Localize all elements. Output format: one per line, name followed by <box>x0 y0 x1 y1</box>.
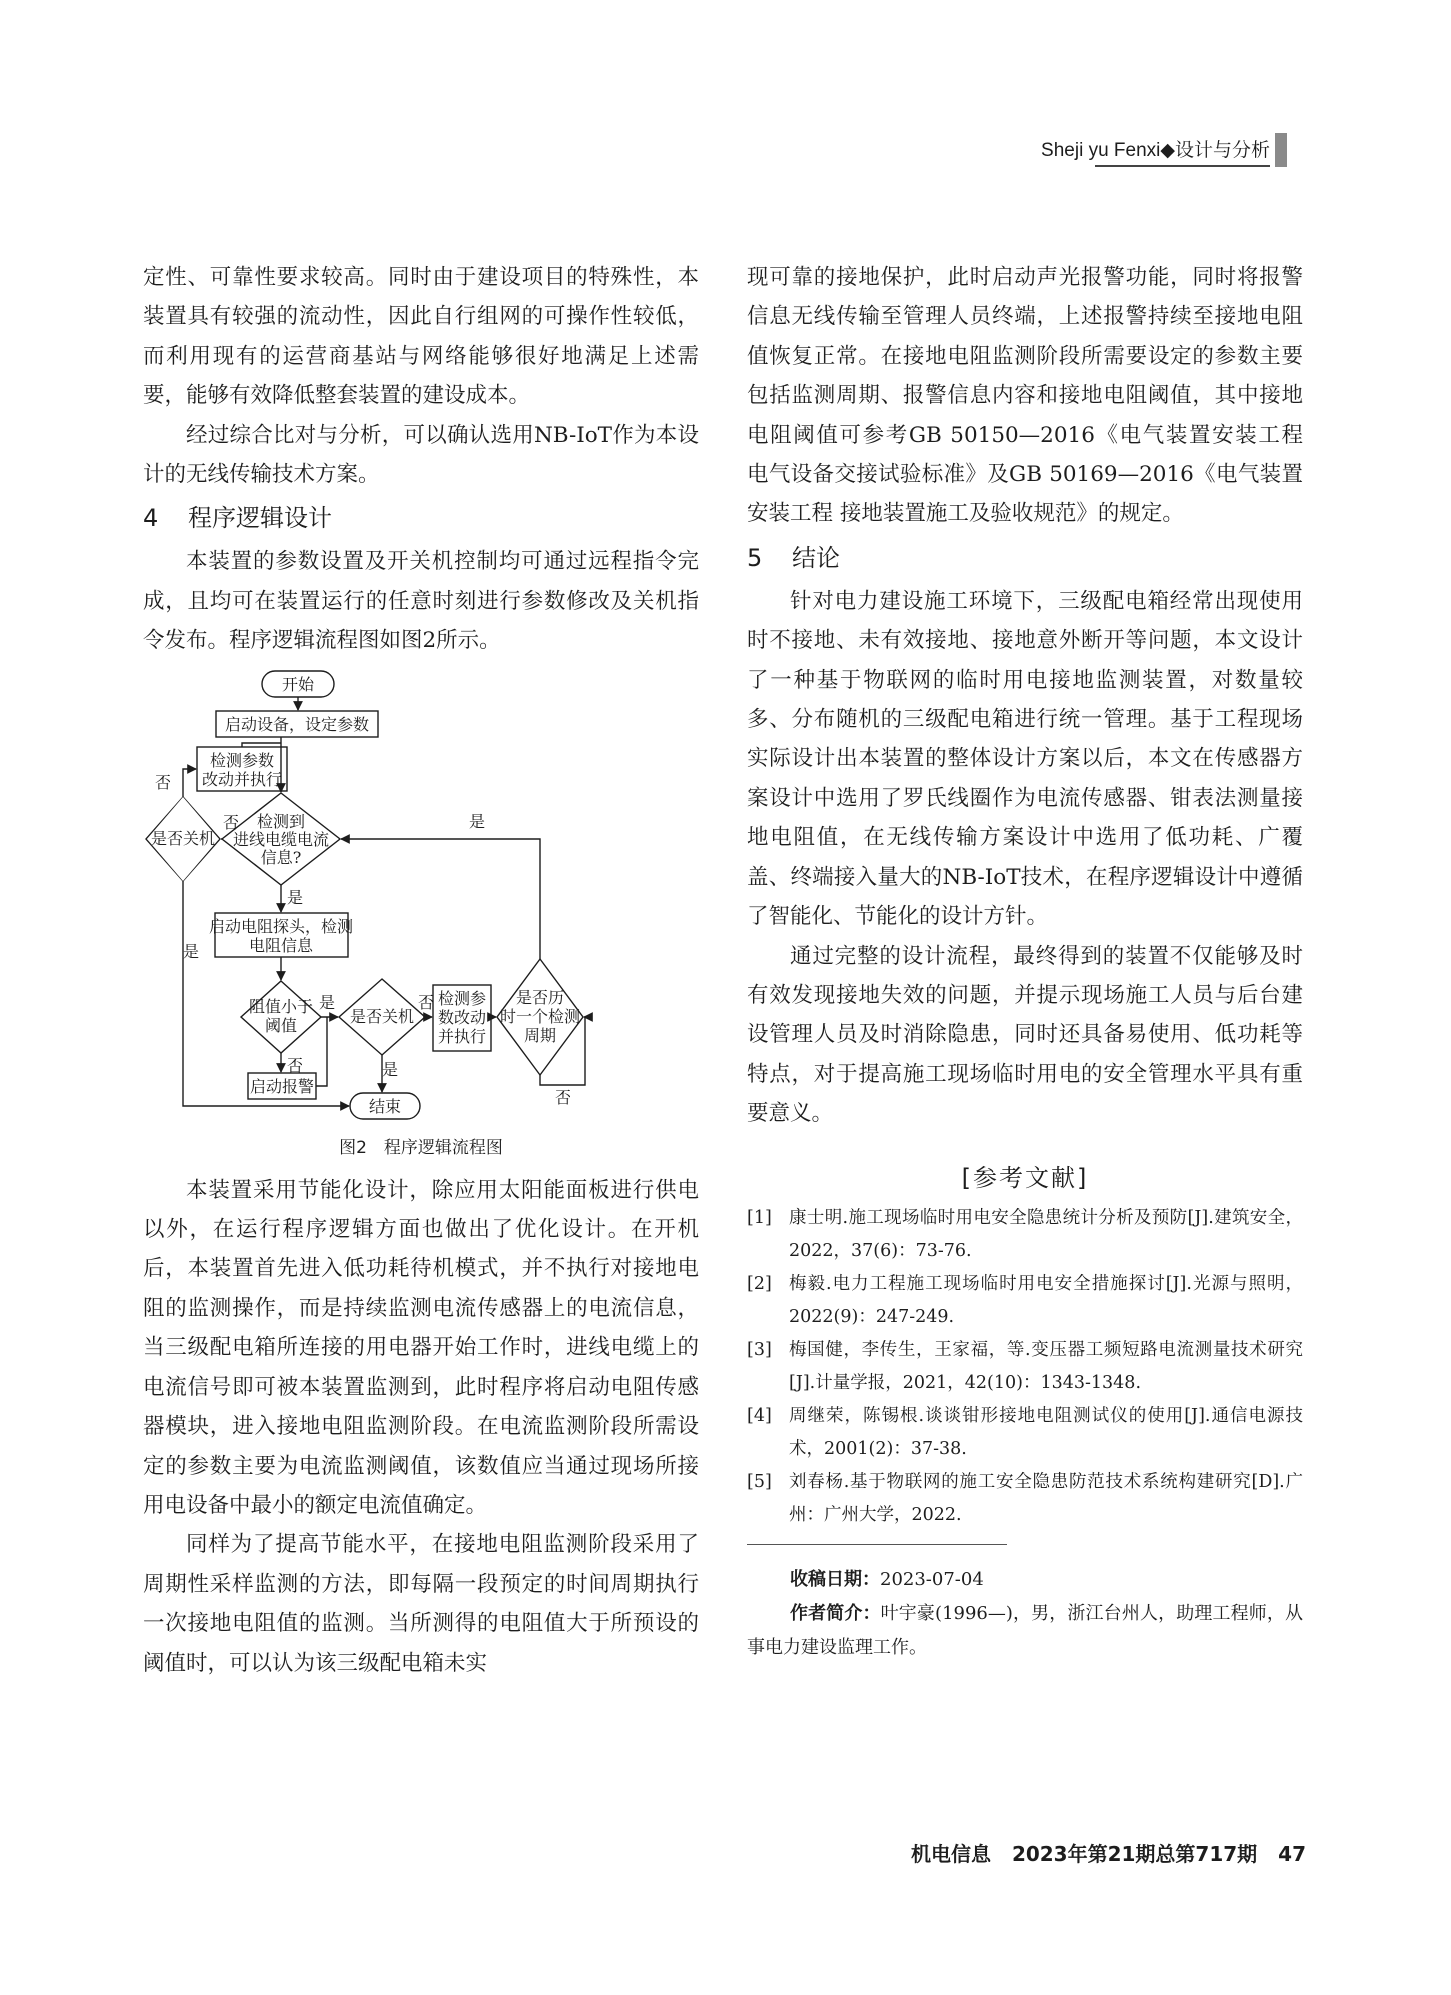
end-label: 结束 <box>368 1096 402 1116</box>
reference-number: [1] <box>747 1207 772 1228</box>
init-label: 启动设备，设定参数 <box>224 714 370 734</box>
figure-caption: 图2 程序逻辑流程图 <box>339 1137 503 1158</box>
running-title: Sheji yu Fenxi◆设计与分析 <box>1041 140 1270 161</box>
threshold-label: 阈值 <box>264 1015 298 1035</box>
current-label: 检测到 <box>256 811 306 831</box>
reference-item <box>747 1334 1303 1400</box>
modify-top-label: 检测参数 <box>209 750 275 770</box>
header-bar <box>1275 133 1287 167</box>
paragraph: 针对电力建设施工环境下，三级配电箱经常出现使用时不接地、未有效接地、接地意外断开等问题，本文设计了一种基于物联网的临时用电接地监测装置，对数量较多、分布随机的三级配电箱进行统一管理。基于工程现场实际设计出本装置的整体设计方案以后，本文在传感器方案设计中选用了罗氏线圈作为电流传感器、钳表法测量接地电阻值，在无线传输方案设计中选用了低功耗、广覆盖、终端接入量大的NB-IoT技术，在程序逻辑设计中遵循了智能化、节能化的设计方针。 <box>747 588 1303 930</box>
section-title: 程序逻辑设计 <box>188 504 332 533</box>
reference-item <box>747 1400 1303 1466</box>
probe-label: 启动电阻探头，检测 <box>208 916 354 936</box>
left-column <box>143 258 699 1683</box>
author-value: 叶宇豪(1996—)，男，浙江台州人，助理工程师，从事电力建设监理工作。 <box>747 1603 1303 1659</box>
alarm-label: 启动报警 <box>249 1076 315 1096</box>
flow-connector <box>341 839 540 959</box>
reference-text: 周继荣，陈锡根.谈谈钳形接地电阻测试仪的使用[J].通信电源技术，2001(2)：37-38. <box>789 1405 1303 1459</box>
reference-text: 梅毅.电力工程施工现场临时用电安全措施探讨[J].光源与照明，2022(9)：247-249. <box>789 1273 1303 1327</box>
reference-number: [3] <box>747 1339 772 1360</box>
issue-info: 2023年第21期总第717期 <box>1011 1842 1258 1866</box>
flow-connector <box>316 1017 327 1086</box>
no-label: 否 <box>417 992 435 1012</box>
period-label: 是否历 <box>515 987 565 1007</box>
reference-text: 梅国健，李传生，王家福，等.变压器工频短路电流测量技术研究[J].计量学报，2021，42(10)：1343-1348. <box>789 1339 1303 1393</box>
received-date <box>747 1563 1303 1597</box>
footnote-divider <box>747 1544 1007 1546</box>
flow-connector <box>183 769 196 797</box>
flowchart <box>143 661 699 1131</box>
reference-item <box>747 1268 1303 1334</box>
reference-number: [4] <box>747 1405 772 1426</box>
section-heading <box>143 494 699 542</box>
paragraph: 本装置的参数设置及开关机控制均可通过远程指令完成，且均可在装置运行的任意时刻进行参数修改及关机指令发布。程序逻辑流程图如图2所示。 <box>143 549 699 654</box>
received-value: 2023-07-04 <box>880 1569 984 1591</box>
section-number: 4 <box>143 504 159 533</box>
no-label: 否 <box>154 772 172 792</box>
modify-mid-label: 检测参 <box>437 988 487 1008</box>
page-footer <box>897 1838 1306 1867</box>
author-label: 作者简介： <box>790 1603 881 1625</box>
no-label: 否 <box>286 1055 304 1075</box>
reference-number: [2] <box>747 1273 772 1294</box>
section-heading <box>747 534 1303 582</box>
reference-list <box>747 1202 1303 1532</box>
page-number: 47 <box>1278 1842 1306 1866</box>
paragraph: 通过完整的设计流程，最终得到的装置不仅能够及时有效发现接地失效的问题，并提示现场施工人员与后台建设管理人员及时消除隐患，同时还具备易使用、低功耗等特点，对于提高施工现场临时用电的安全管理水平具有重要意义。 <box>747 943 1303 1127</box>
section-title: 结论 <box>792 543 840 572</box>
paragraph: 定性、可靠性要求较高。同时由于建设项目的特殊性，本装置具有较强的流动性，因此自行组网的可操作性较低，而利用现有的运营商基站与网络能够很好地满足上述需要，能够有效降低整套装置的建设成本。 <box>143 265 699 409</box>
received-label: 收稿日期： <box>790 1569 880 1591</box>
yes-label: 是 <box>381 1059 399 1079</box>
current-label: 进线电缆电流 <box>232 829 330 849</box>
yes-label: 是 <box>318 992 336 1012</box>
header-rule <box>1095 165 1270 167</box>
reference-text: 刘春杨.基于物联网的施工安全隐患防范技术系统构建研究[D].广州：广州大学，2022. <box>789 1471 1303 1525</box>
author-bio <box>747 1597 1303 1665</box>
flowchart-figure <box>143 661 699 1171</box>
threshold-label: 阻值小于 <box>248 996 314 1016</box>
no-label: 否 <box>222 812 240 832</box>
reference-text: 康士明.施工现场临时用电安全隐患统计分析及预防[J].建筑安全，2022，37(6)：73-76. <box>789 1207 1303 1261</box>
shutdown-mid-label: 是否关机 <box>349 1006 415 1026</box>
paragraph: 经过综合比对与分析，可以确认选用NB-IoT作为本设计的无线传输技术方案。 <box>143 422 699 488</box>
paragraph: 同样为了提高节能水平，在接地电阻监测阶段采用了周期性采样监测的方法，即每隔一段预定的时间周期执行一次接地电阻值的监测。当所测得的电阻值大于所预设的阈值时，可以认为该三级配电箱未实 <box>143 1532 699 1676</box>
right-column <box>747 258 1303 1665</box>
reference-number: [5] <box>747 1471 772 1492</box>
paragraph: 现可靠的接地保护，此时启动声光报警功能，同时将报警信息无线传输至管理人员终端，上述报警持续至接地电阻值恢复正常。在接地电阻监测阶段所需要设定的参数主要包括监测周期、报警信息内容和接地电阻阈值，其中接地电阻阈值可参考GB 50150—2016《电气装置安装工程 电气设备交接试验标准》及GB 50169—2016《电气装置安装工程 接地装置施工及验收规范》的规定。 <box>747 265 1303 527</box>
reference-item <box>747 1202 1303 1268</box>
shutdown-left-label: 是否关机 <box>150 828 216 848</box>
period-label: 时一个检测 <box>499 1006 581 1026</box>
references-title: [参考文献] <box>961 1163 1089 1192</box>
period-label: 周期 <box>523 1025 557 1045</box>
modify-top-label: 改动并执行 <box>201 769 283 789</box>
start-label: 开始 <box>281 674 315 694</box>
modify-mid-label: 并执行 <box>437 1026 487 1046</box>
running-header <box>1000 133 1300 167</box>
journal-name: 机电信息 <box>910 1842 991 1866</box>
section-number: 5 <box>747 543 763 572</box>
reference-item <box>747 1466 1303 1532</box>
paragraph: 本装置采用节能化设计，除应用太阳能面板进行供电以外，在运行程序逻辑方面也做出了优化设计。在开机后，本装置首先进入低功耗待机模式，并不执行对接地电阻的监测操作，而是持续监测电流传感器上的电流信息，当三级配电箱所连接的用电器开始工作时，进线电缆上的电流信号即可被本装置监测到，此时程序将启动电阻传感器模块，进入接地电阻监测阶段。在电流监测阶段所需设定的参数主要为电流监测阈值，该数值应当通过现场所接用电设备中最小的额定电流值确定。 <box>143 1177 699 1518</box>
modify-mid-label: 数改动 <box>437 1007 487 1027</box>
no-label: 否 <box>554 1087 572 1107</box>
yes-label: 是 <box>468 811 486 831</box>
yes-label: 是 <box>286 887 304 907</box>
probe-label: 电阻信息 <box>248 935 314 955</box>
current-label: 信息? <box>260 847 302 867</box>
yes-label: 是 <box>182 941 200 961</box>
